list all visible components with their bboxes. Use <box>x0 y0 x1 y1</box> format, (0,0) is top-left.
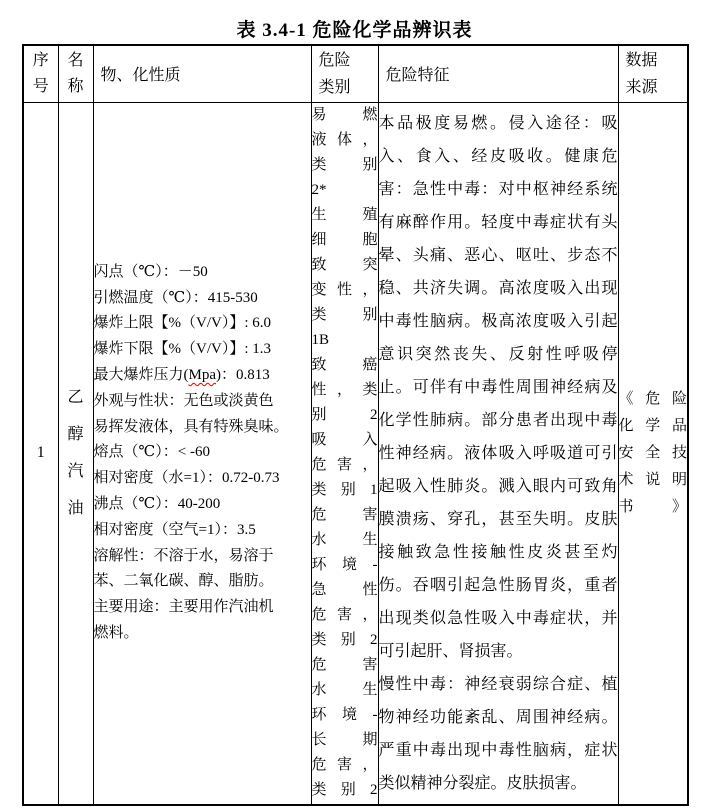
text-line: 术说明 <box>618 471 687 488</box>
text-line: 引燃温度（℃）：415-530 <box>93 289 258 306</box>
text-line: 类别2 <box>311 782 378 799</box>
text-line: 安全技 <box>618 444 687 461</box>
text-line: 环境- <box>311 707 378 724</box>
cell-hazard-characteristics <box>378 102 618 805</box>
text-line: 急性 <box>311 582 378 599</box>
spellcheck-underline-word: Mpa <box>188 366 216 383</box>
header-no <box>23 45 58 102</box>
header-features-label: 危险特征 <box>385 67 450 85</box>
text-line: 类别 <box>311 307 378 324</box>
text-line: 闪点（℃）：－50 <box>93 263 208 280</box>
text-line: 苯、二氧化碳、醇、脂肪。 <box>93 573 274 590</box>
text-line: 类别2 <box>311 632 378 649</box>
cell-physical-chemical-properties <box>93 102 311 805</box>
mpa-line-pre: 最大爆炸压力( <box>93 366 189 383</box>
text-line: 危害， <box>311 457 378 474</box>
cell-hazard-category <box>311 102 378 805</box>
text-line: 长期 <box>311 732 378 749</box>
text-line: 水生 <box>311 682 378 699</box>
properties-lines-top <box>94 260 311 363</box>
table-row <box>23 102 688 805</box>
header-category-label: 危险类别 <box>318 51 351 96</box>
hazard-characteristics-paragraph-1: 本品极度易燃。侵入途径：吸入、食入、经皮吸收。健康危害：急性中毒：对中枢神经系统有麻醉作用。轻度中毒症状有头晕、头痛、恶心、呕吐、步态不稳、共济失调。高浓度吸入出现中毒性脑病。极高浓度吸入引起意识突然丧失、反射性呼吸停止。可伴有中毒性周围神经病及化学性肺病。部分患者出现中毒性神经病。液体吸入呼吸道可引起吸入性肺炎。溅入眼内可致角膜溃疡、穿孔，甚至失明。皮肤接触致急性接触性皮炎甚至灼伤。吞咽引起急性肠胃炎，重者出现类似急性吸入中毒症状，并可引起肝、肾损害。 <box>378 114 618 660</box>
text-line: 别2 <box>311 407 378 424</box>
text-line: 危害 <box>311 657 378 674</box>
text-line: 爆炸上限【%（V/V）】: 6.0 <box>93 315 271 332</box>
text-line: 环境- <box>311 557 378 574</box>
text-line: 《危险 <box>618 390 687 407</box>
text-line: 熔点（℃）：< -60 <box>93 444 210 461</box>
text-line: 细胞 <box>311 232 378 249</box>
cell-data-source <box>618 102 688 805</box>
header-name <box>58 45 93 102</box>
header-properties-label: 物、化性质 <box>100 67 181 85</box>
text-line: 致突 <box>311 257 378 274</box>
header-category <box>311 45 378 102</box>
header-no-label: 序号 <box>32 51 49 95</box>
text-line: 易挥发液体，具有特殊臭味。 <box>93 418 289 435</box>
text-line: 化学品 <box>618 417 687 434</box>
chemical-name-text: 乙醇汽油 <box>67 389 84 518</box>
text-line: 1B <box>311 332 330 349</box>
text-line: 书》 <box>618 498 687 515</box>
header-features <box>378 45 618 102</box>
text-line: 危害， <box>311 607 378 624</box>
text-line: 危害 <box>311 507 378 524</box>
text-line: 危害， <box>311 757 378 774</box>
text-line: 溶解性：不溶于水，易溶于 <box>93 547 274 564</box>
properties-lines-bottom <box>94 389 311 647</box>
text-line: 类别 <box>311 157 378 174</box>
text-line: 液体， <box>311 132 378 149</box>
text-line: 外观与性状：无色或淡黄色 <box>93 392 274 409</box>
header-name-label: 名称 <box>67 51 84 95</box>
header-row <box>23 45 688 102</box>
header-source <box>618 45 688 102</box>
text-line: 燃料。 <box>93 624 139 641</box>
text-line: 爆炸下限【%（V/V）】: 1.3 <box>93 341 271 358</box>
text-line: 变性， <box>311 282 378 299</box>
text-line: 生殖 <box>311 207 378 224</box>
text-line: 相对密度（空气=1）：3.5 <box>93 521 256 538</box>
text-line: 沸点（℃）：40-200 <box>93 495 221 512</box>
header-properties <box>93 45 311 102</box>
header-source-label: 数据来源 <box>625 51 658 96</box>
text-line: 相对密度（水=1）：0.72-0.73 <box>93 470 280 487</box>
cell-serial-number: 1 <box>23 102 58 805</box>
properties-mpa-line <box>94 363 311 389</box>
text-line: 致癌 <box>311 357 378 374</box>
text-line: 主要用途：主要用作汽油机 <box>93 599 274 616</box>
mpa-line-post: )：0.813 <box>216 366 270 383</box>
text-line: 性，类 <box>311 382 378 399</box>
text-line: 吸入 <box>311 432 378 449</box>
text-line: 易燃 <box>311 107 378 124</box>
table-title: 表 3.4-1 危险化学品辨识表 <box>236 20 473 41</box>
hazard-identification-table <box>22 44 689 806</box>
hazard-characteristics-paragraph-2: 慢性中毒：神经衰弱综合症、植物神经功能紊乱、周围神经病。严重中毒出现中毒性脑病，症状类似精神分裂症。皮肤损害。 <box>378 675 618 792</box>
text-line: 类别1 <box>311 482 378 499</box>
text-line: 2* <box>311 182 327 199</box>
text-line: 水生 <box>311 532 378 549</box>
cell-chemical-name <box>58 102 93 805</box>
